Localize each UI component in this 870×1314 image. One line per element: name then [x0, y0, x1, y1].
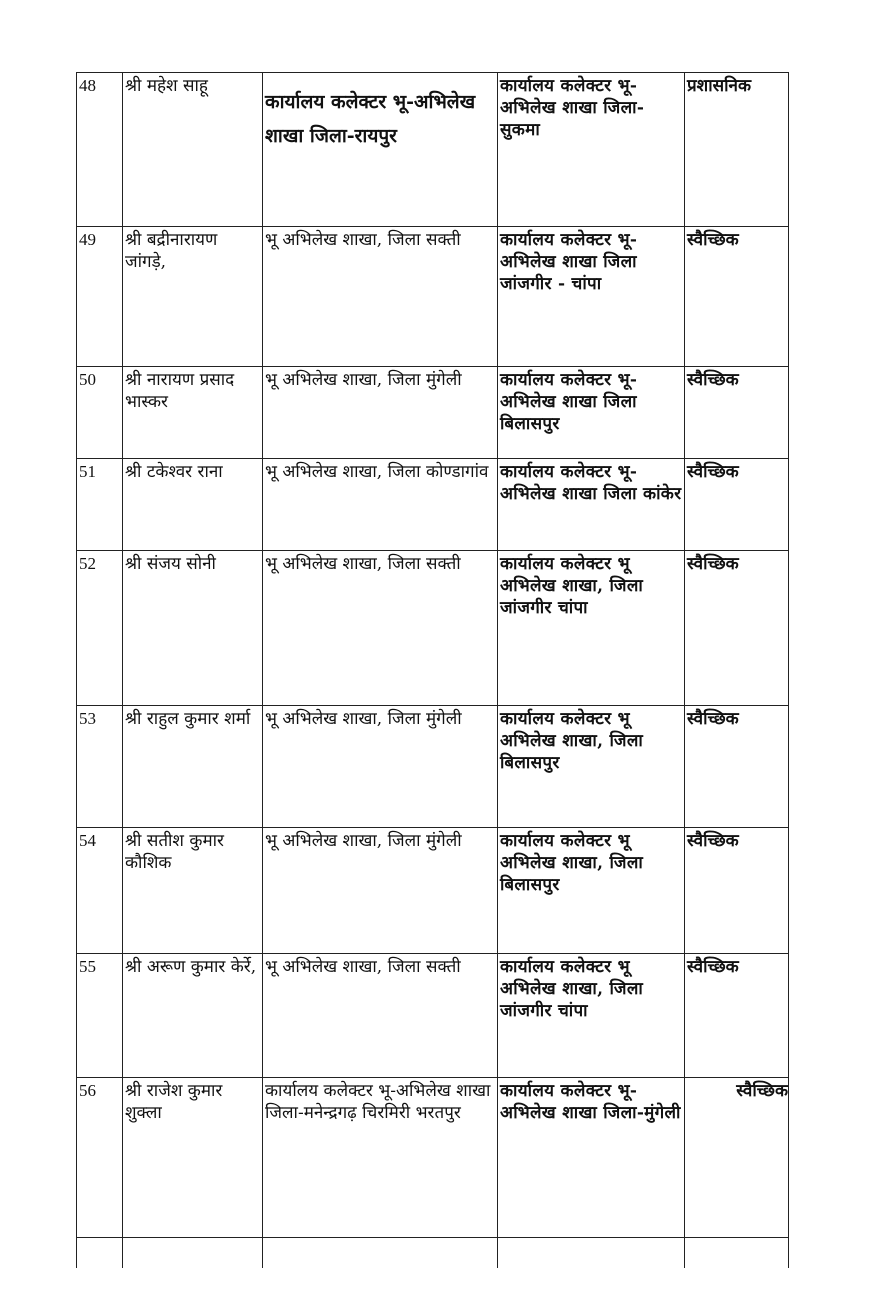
transfer-type: स्वैच्छिक	[685, 1078, 789, 1238]
employee-name: श्री संजय सोनी	[123, 551, 263, 706]
new-posting: कार्यालय कलेक्टर भू अभिलेख शाखा, जिला बिलासपुर	[498, 706, 685, 828]
new-posting: कार्यालय कलेक्टर भू-अभिलेख शाखा जिला बिलासपुर	[498, 367, 685, 459]
employee-name: श्री टकेश्वर राना	[123, 459, 263, 551]
table-row	[77, 954, 789, 1078]
empty-cell	[123, 1238, 263, 1269]
current-posting: भू अभिलेख शाखा, जिला सक्ती	[263, 227, 498, 367]
table-row-empty	[77, 1238, 789, 1269]
new-posting: कार्यालय कलेक्टर भू-अभिलेख शाखा जिला-सुकमा	[498, 73, 685, 227]
table-row	[77, 706, 789, 828]
new-posting: कार्यालय कलेक्टर भू अभिलेख शाखा, जिला जांजगीर चांपा	[498, 551, 685, 706]
employee-name: श्री महेश साहू	[123, 73, 263, 227]
current-posting: भू अभिलेख शाखा, जिला मुंगेली	[263, 828, 498, 954]
current-posting: भू अभिलेख शाखा, जिला सक्ती	[263, 551, 498, 706]
transfer-type: स्वैच्छिक	[685, 954, 789, 1078]
table-row	[77, 459, 789, 551]
transfer-type: स्वैच्छिक	[685, 828, 789, 954]
employee-name: श्री अरूण कुमार केर्रे,	[123, 954, 263, 1078]
serial-number: 54	[77, 828, 123, 954]
empty-cell	[685, 1238, 789, 1269]
current-posting: भू अभिलेख शाखा, जिला सक्ती	[263, 954, 498, 1078]
serial-number: 56	[77, 1078, 123, 1238]
transfer-table	[76, 72, 789, 1268]
serial-number: 53	[77, 706, 123, 828]
table-row	[77, 367, 789, 459]
transfer-type: स्वैच्छिक	[685, 227, 789, 367]
current-posting: कार्यालय कलेक्टर भू-अभिलेख शाखा जिला-मनेन्द्रगढ़ चिरमिरी भरतपुर	[263, 1078, 498, 1238]
transfer-type: स्वैच्छिक	[685, 551, 789, 706]
table-row	[77, 551, 789, 706]
current-posting: भू अभिलेख शाखा, जिला कोण्डागांव	[263, 459, 498, 551]
current-posting: भू अभिलेख शाखा, जिला मुंगेली	[263, 367, 498, 459]
transfer-list-page	[76, 72, 788, 1268]
transfer-type: स्वैच्छिक	[685, 706, 789, 828]
transfer-type: स्वैच्छिक	[685, 459, 789, 551]
transfer-type: प्रशासनिक	[685, 73, 789, 227]
new-posting: कार्यालय कलेक्टर भू अभिलेख शाखा, जिला बिलासपुर	[498, 828, 685, 954]
serial-number: 48	[77, 73, 123, 227]
table-row	[77, 73, 789, 227]
empty-cell	[77, 1238, 123, 1269]
employee-name: श्री राहुल कुमार शर्मा	[123, 706, 263, 828]
new-posting: कार्यालय कलेक्टर भू-अभिलेख शाखा जिला जांजगीर - चांपा	[498, 227, 685, 367]
employee-name: श्री नारायण प्रसाद भास्कर	[123, 367, 263, 459]
empty-cell	[498, 1238, 685, 1269]
empty-cell	[263, 1238, 498, 1269]
new-posting: कार्यालय कलेक्टर भू-अभिलेख शाखा जिला-मुंगेली	[498, 1078, 685, 1238]
transfer-type: स्वैच्छिक	[685, 367, 789, 459]
employee-name: श्री सतीश कुमार कौशिक	[123, 828, 263, 954]
current-posting: भू अभिलेख शाखा, जिला मुंगेली	[263, 706, 498, 828]
serial-number: 55	[77, 954, 123, 1078]
new-posting: कार्यालय कलेक्टर भू-अभिलेख शाखा जिला कांकेर	[498, 459, 685, 551]
table-row	[77, 828, 789, 954]
employee-name: श्री बद्रीनारायण जांगड़े,	[123, 227, 263, 367]
table-row	[77, 1078, 789, 1238]
serial-number: 52	[77, 551, 123, 706]
serial-number: 51	[77, 459, 123, 551]
current-posting: कार्यालय कलेक्टर भू-अभिलेख शाखा जिला-रायपुर	[263, 73, 498, 227]
employee-name: श्री राजेश कुमार शुक्ला	[123, 1078, 263, 1238]
table-row	[77, 227, 789, 367]
new-posting: कार्यालय कलेक्टर भू अभिलेख शाखा, जिला जांजगीर चांपा	[498, 954, 685, 1078]
serial-number: 50	[77, 367, 123, 459]
serial-number: 49	[77, 227, 123, 367]
